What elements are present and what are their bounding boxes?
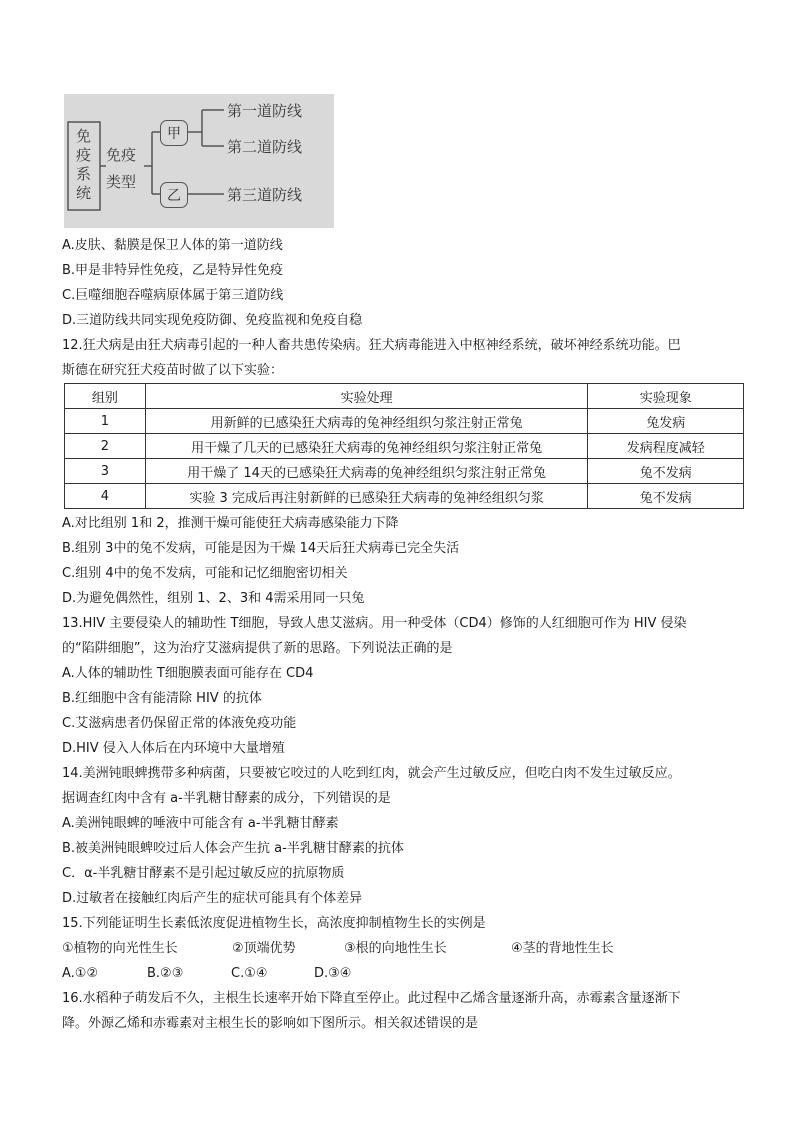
table-cell: 发病程度减轻 — [588, 434, 744, 459]
table-cell: 用干燥了 14天的已感染狂犬病毒的兔神经组织匀浆注射正常兔 — [145, 459, 588, 484]
q13-option-b: B.红细胞中含有能清除 HIV 的抗体 — [62, 691, 262, 706]
q12-option-b: B.组别 3中的兔不发病，可能是因为干燥 14天后狂犬病毒已完全失活 — [62, 541, 460, 556]
q15-item-4: ④茎的背地性生长 — [511, 941, 614, 956]
q11-option-d: D.三道防线共同实现免疫防御、免疫监视和免疫自稳 — [62, 313, 363, 328]
diagram-first-line: 第一道防线 — [227, 102, 303, 120]
q15-item-3: ③根的向地性生长 — [344, 941, 447, 956]
q15-option-a: A.①② — [62, 966, 99, 981]
q14-stem-line1: 14.美洲钝眼蜱携带多种病菌，只要被它咬过的人吃到红肉，就会产生过敏反应，但吃白肉不发生过敏反应。 — [62, 766, 681, 781]
table-header-row — [65, 384, 744, 409]
diagram-type-label-bottom: 类型 — [106, 173, 137, 191]
immune-system-diagram — [64, 94, 334, 228]
q15-item-1: ①植物的向光性生长 — [62, 941, 178, 956]
table-cell: 兔发病 — [588, 409, 744, 434]
q15-option-b: B.②③ — [147, 966, 184, 981]
q12-option-a: A.对比组别 1和 2，推测干燥可能使狂犬病毒感染能力下降 — [62, 516, 399, 531]
q14-option-b: B.被美洲钝眼蜱咬过后人体会产生抗 a-半乳糖甘酵素的抗体 — [62, 841, 404, 856]
diagram-type-label-top: 免疫 — [106, 146, 137, 164]
q15-option-c: C.①④ — [231, 966, 268, 981]
table-cell: 兔不发病 — [588, 459, 744, 484]
experiment-table — [64, 383, 744, 509]
diagram-root-label — [76, 127, 91, 203]
table-header: 实验处理 — [145, 384, 588, 409]
table-cell: 4 — [65, 484, 146, 509]
q14-option-a: A.美洲钝眼蜱的唾液中可能含有 a-半乳糖甘酵素 — [62, 816, 339, 831]
diagram-box-jia: 甲 — [160, 120, 188, 146]
table-cell: 2 — [65, 434, 146, 459]
q16-stem-line1: 16.水稻种子萌发后不久，主根生长速率开始下降直至停止。此过程中乙烯含量逐渐升高，赤霉素含量逐渐下 — [62, 991, 681, 1006]
q15-item-2: ②顶端优势 — [232, 941, 296, 956]
table-cell: 兔不发病 — [588, 484, 744, 509]
q11-option-b: B.甲是非特异性免疫，乙是特异性免疫 — [62, 263, 284, 278]
q13-option-d: D.HIV 侵入人体后在内环境中大量增殖 — [62, 741, 285, 756]
q14-stem-line2: 据调查红肉中含有 a-半乳糖甘酵素的成分，下列错误的是 — [62, 791, 391, 806]
root-char: 系 — [76, 165, 92, 183]
table-cell: 实验 3 完成后再注射新鲜的已感染狂犬病毒的兔神经组织匀浆 — [145, 484, 588, 509]
table-row — [65, 484, 744, 509]
root-char: 统 — [76, 184, 92, 202]
q12-option-d: D.为避免偶然性，组别 1、2、3和 4需采用同一只兔 — [62, 591, 365, 606]
q12-option-c: C.组别 4中的兔不发病，可能和记忆细胞密切相关 — [62, 566, 348, 581]
q11-option-a: A.皮肤、黏膜是保卫人体的第一道防线 — [62, 238, 283, 253]
table-header: 组别 — [65, 384, 146, 409]
q14-option-d: D.过敏者在接触红肉后产生的症状可能具有个体差异 — [62, 891, 363, 906]
q12-stem-line2: 斯德在研究狂犬疫苗时做了以下实验： — [62, 363, 284, 378]
q13-option-a: A.人体的辅助性 T细胞膜表面可能存在 CD4 — [62, 666, 314, 681]
table-cell: 3 — [65, 459, 146, 484]
q12-stem-line1: 12.狂犬病是由狂犬病毒引起的一种人畜共患传染病。狂犬病毒能进入中枢神经系统，破坏神经系统功能。巴 — [62, 338, 681, 353]
q11-option-c: C.巨噬细胞吞噬病原体属于第三道防线 — [62, 288, 284, 303]
q13-stem-line1: 13.HIV 主要侵染人的辅助性 T细胞，导致人患艾滋病。用一种受体（CD4）修饰的人红细胞可作为 HIV 侵染 — [62, 616, 687, 631]
table-cell: 用新鲜的已感染狂犬病毒的兔神经组织匀浆注射正常兔 — [145, 409, 588, 434]
q14-option-c: C．α-半乳糖甘酵素不是引起过敏反应的抗原物质 — [62, 866, 345, 881]
root-char: 免 — [76, 127, 92, 145]
table-row — [65, 434, 744, 459]
table-row — [65, 409, 744, 434]
q13-option-c: C.艾滋病患者仍保留正常的体液免疫功能 — [62, 716, 297, 731]
q15-option-d: D.③④ — [314, 966, 352, 981]
q15-stem: 15.下列能证明生长素低浓度促进植物生长，高浓度抑制植物生长的实例是 — [62, 916, 486, 931]
q16-stem-line2: 降。外源乙烯和赤霉素对主根生长的影响如下图所示。相关叙述错误的是 — [62, 1016, 479, 1031]
diagram-second-line: 第二道防线 — [227, 138, 303, 156]
table-header: 实验现象 — [588, 384, 744, 409]
diagram-box-yi: 乙 — [160, 182, 188, 208]
q13-stem-line2: 的“陷阱细胞”，这为治疗艾滋病提供了新的思路。下列说法正确的是 — [62, 641, 453, 656]
root-char: 疫 — [76, 146, 92, 164]
table-cell: 1 — [65, 409, 146, 434]
table-row — [65, 459, 744, 484]
diagram-third-line: 第三道防线 — [227, 186, 303, 204]
table-cell: 用干燥了几天的已感染狂犬病毒的兔神经组织匀浆注射正常兔 — [145, 434, 588, 459]
